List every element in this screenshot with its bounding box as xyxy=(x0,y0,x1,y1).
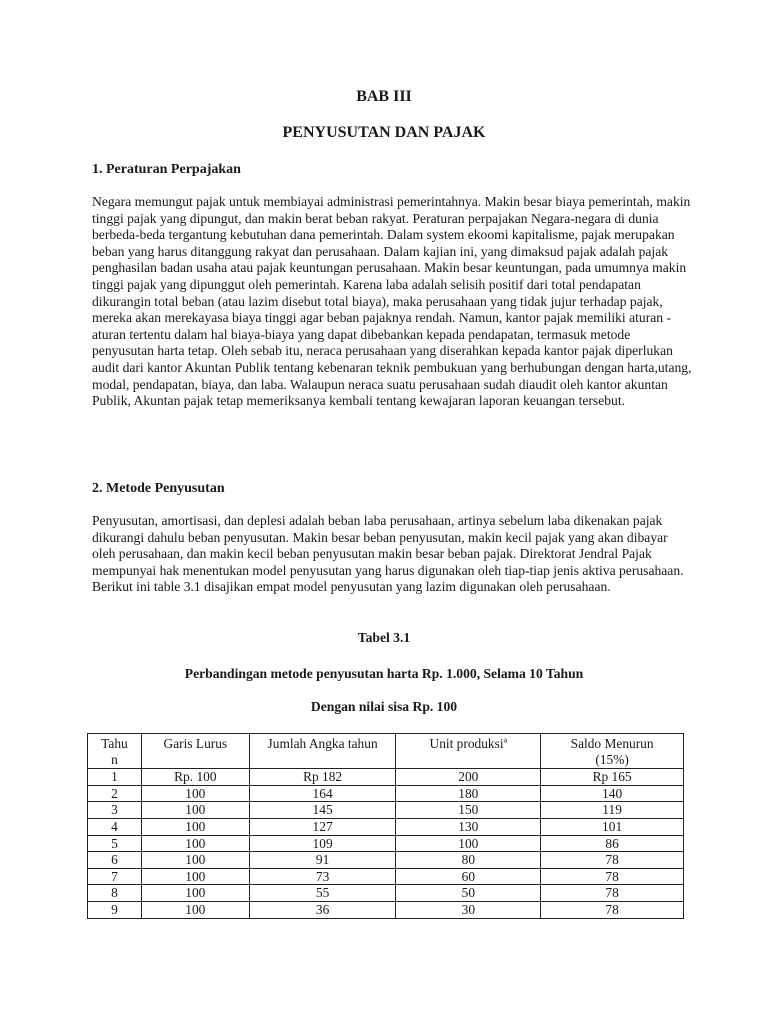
table-caption: Tabel 3.1 xyxy=(357,630,411,645)
cell-sum-of-years: 145 xyxy=(249,802,396,819)
cell-units: 130 xyxy=(396,818,541,835)
header-units-of-production xyxy=(396,734,541,769)
header-sum-of-years: Jumlah Angka tahun xyxy=(249,734,396,769)
section-2-heading: 2. Metode Penyusutan xyxy=(92,481,225,496)
chapter-title: PENYUSUTAN DAN PAJAK xyxy=(282,124,486,141)
cell-units: 200 xyxy=(396,769,541,786)
cell-sum-of-years: 55 xyxy=(249,885,396,902)
cell-units: 30 xyxy=(396,901,541,918)
section-2-paragraph: Penyusutan, amortisasi, dan deplesi adalah beban laba perusahaan, artinya sebelum laba dikenakan pajak dikurangi dahulu beban penyusutan. Makin besar beban penyusutan, makin kecil pajak yang akan dibayar oleh perusahaan, dan makin kecil beban penyusutan makin besar beban pajak. Direktorat Jendral Pajak mempunyai hak menentukan model penyusutan yang harus digunakan oleh tiap-tiap jenis aktiva perusahaan. Berikut ini table 3.1 disajikan empat model penyusutan yang lazim digunakan oleh perusahaan. xyxy=(92,513,684,595)
table-subtitle-residual: Dengan nilai sisa Rp. 100 xyxy=(310,699,458,714)
section-1-paragraph: Negara memungut pajak untuk membiayai administrasi pemerintahnya. Makin besar biaya pemerintah, makin tinggi pajak yang dipungut, dan makin berat beban rakyat. Peraturan perpajakan Negara-negara di dunia berbeda-beda tergantung kebutuhan dana pemerintah. Dalam system ekoomi kapitalisme, pajak merupakan beban yang harus ditanggung rakyat dan perusahaan. Dalam kajian ini, yang dimaksud pajak adalah pajak penghasilan badan usaha atau pajak keuntungan perusahaan. Makin besar keuntungan, pada umumnya makin tinggi pajak yang dipunggut oleh pemerintah. Karena laba adalah selisih positif dari total pendapatan dikurangin total beban (atau lazim disebut total biaya), maka perusahaan yang tidak jujur terhadap pajak, mereka akan merekayasa biaya tinggi agar beban pajaknya rendah. Namun, kantor pajak memiliki aturan -aturan tertentu dalam hal biaya-biaya yang dapat dibebankan kepada pendapatan, termasuk metode penyusutan harta tetap. Oleh sebab itu, neraca perusahaan yang diserahkan kepada kantor pajak diperlukan audit dari kantor Akuntan Publik tentang kebenaran teknik pembukuan yang berhubungan dengan harta,utang, modal, pendapatan, biaya, dan laba. Walaupun neraca suatu perusahaan sudah diaudit oleh kantor akuntan Publik, Akuntan pajak tetap memeriksanya kembali tentang kewajaran laporan keuangan tersebut. xyxy=(92,194,692,409)
cell-units: 60 xyxy=(396,868,541,885)
cell-straight-line: Rp. 100 xyxy=(141,769,249,786)
cell-straight-line: 100 xyxy=(141,852,249,869)
cell-declining: 101 xyxy=(541,818,684,835)
cell-declining: 78 xyxy=(541,901,684,918)
table-row xyxy=(88,868,684,885)
cell-straight-line: 100 xyxy=(141,868,249,885)
header-units-footnote: a xyxy=(503,735,508,745)
cell-year: 2 xyxy=(88,785,142,802)
cell-year: 7 xyxy=(88,868,142,885)
cell-year: 5 xyxy=(88,835,142,852)
cell-straight-line: 100 xyxy=(141,785,249,802)
cell-units: 100 xyxy=(396,835,541,852)
cell-year: 1 xyxy=(88,769,142,786)
table-row xyxy=(88,901,684,918)
cell-straight-line: 100 xyxy=(141,901,249,918)
cell-declining: 119 xyxy=(541,802,684,819)
cell-straight-line: 100 xyxy=(141,835,249,852)
cell-sum-of-years: 127 xyxy=(249,818,396,835)
table-row xyxy=(88,852,684,869)
cell-declining: 86 xyxy=(541,835,684,852)
cell-year: 8 xyxy=(88,885,142,902)
table-row xyxy=(88,802,684,819)
cell-sum-of-years: 91 xyxy=(249,852,396,869)
header-declining-line1: Saldo Menurun xyxy=(570,736,654,751)
cell-units: 50 xyxy=(396,885,541,902)
table-header-row xyxy=(88,734,684,769)
cell-year: 4 xyxy=(88,818,142,835)
cell-units: 150 xyxy=(396,802,541,819)
cell-units: 80 xyxy=(396,852,541,869)
header-declining-line2: (15%) xyxy=(595,751,629,767)
header-year-line1: Tahu xyxy=(101,736,128,751)
header-declining-balance xyxy=(541,734,684,769)
cell-straight-line: 100 xyxy=(141,885,249,902)
cell-declining: 78 xyxy=(541,852,684,869)
header-year-line2: n xyxy=(111,751,118,767)
cell-sum-of-years: Rp 182 xyxy=(249,769,396,786)
section-1-heading: 1. Peraturan Perpajakan xyxy=(92,162,241,177)
header-year xyxy=(88,734,142,769)
table-row xyxy=(88,885,684,902)
cell-straight-line: 100 xyxy=(141,818,249,835)
cell-straight-line: 100 xyxy=(141,802,249,819)
depreciation-table xyxy=(87,733,684,919)
cell-sum-of-years: 36 xyxy=(249,901,396,918)
cell-sum-of-years: 109 xyxy=(249,835,396,852)
cell-declining: 78 xyxy=(541,885,684,902)
cell-sum-of-years: 73 xyxy=(249,868,396,885)
table-row xyxy=(88,818,684,835)
cell-year: 3 xyxy=(88,802,142,819)
cell-year: 6 xyxy=(88,852,142,869)
header-units-label: Unit produksi xyxy=(429,736,504,751)
header-straight-line: Garis Lurus xyxy=(141,734,249,769)
cell-declining: 78 xyxy=(541,868,684,885)
cell-year: 9 xyxy=(88,901,142,918)
table-row xyxy=(88,835,684,852)
table-row xyxy=(88,769,684,786)
chapter-heading: BAB III xyxy=(356,88,412,105)
cell-units: 180 xyxy=(396,785,541,802)
cell-declining: 140 xyxy=(541,785,684,802)
table-row xyxy=(88,785,684,802)
table-subtitle: Perbandingan metode penyusutan harta Rp. 1.000, Selama 10 Tahun xyxy=(184,666,584,681)
cell-sum-of-years: 164 xyxy=(249,785,396,802)
cell-declining: Rp 165 xyxy=(541,769,684,786)
